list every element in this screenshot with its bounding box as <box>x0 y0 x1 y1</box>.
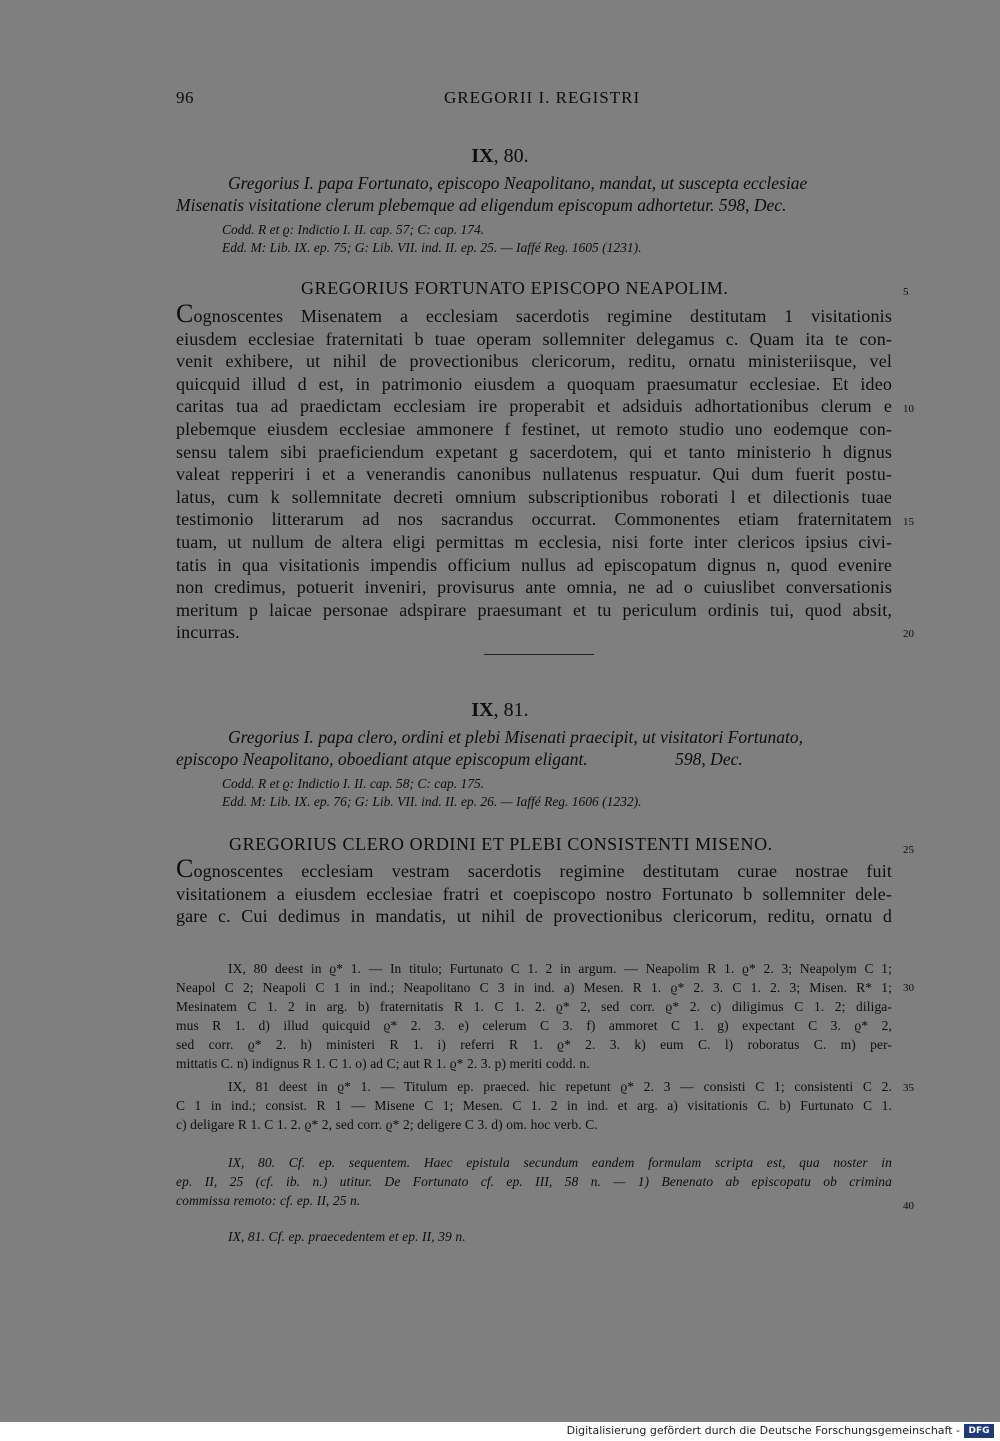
body-line: caritas tua ad praedictam ecclesiam ire properabit et adsiduis adhortationibus clerum e <box>176 396 892 417</box>
body-line: valeat repperiri i et a venerandis canonibus nullatenus respuatur. Qui dum fuerit postu- <box>176 464 892 485</box>
body-line: visitationem a eiusdem ecclesiae fratri et coepiscopo nostro Fortunato b sollemniter dele- <box>176 883 892 904</box>
commentary-line: commissa remoto: cf. ep. II, 25 n. <box>176 1193 361 1208</box>
body-line: incurras. <box>176 622 240 643</box>
body-line: venit exhibere, ut nihil de provectionibus clericorum, reditu, ornatu ministeriisque, vel <box>176 351 892 372</box>
letter-body <box>176 299 892 644</box>
initial-letter: C <box>176 299 194 328</box>
commentary-line: IX, 80. Cf. ep. sequentem. Haec epistula secundum eandem formulam scripta est, qua noster in <box>228 1155 892 1170</box>
body-line: testimonio litterarum ad nos sacrandus occurrat. Commonentes etiam fraternitatem <box>176 509 892 530</box>
margin-line-number: 30 <box>903 982 914 994</box>
apparatus-line: mittatis C. n) indignus R 1. C 1. o) ad C; aut R 1. ϱ* 2. 3. p) meriti codd. n. <box>176 1056 590 1071</box>
commentary-notes <box>176 1227 892 1246</box>
apparatus-line: c) deligare R 1. C 1. 2. ϱ* 2, sed corr. ϱ* 2; deligere C 3. d) om. hoc verb. C. <box>176 1117 598 1132</box>
letter-address: GREGORIUS FORTUNATO EPISCOPO NEAPOLIM. <box>301 278 729 298</box>
editions-line: Edd. M: Lib. IX. ep. 76; G: Lib. VII. ind. II. ep. 26. — Iaffé Reg. 1606 (1232). <box>222 794 642 809</box>
footer-bar <box>0 1422 1000 1441</box>
critical-apparatus <box>176 959 892 1073</box>
body-line: tuam, ut nullum de altera eligi permittas m ecclesia, nisi forte inter clericos ipsius civi- <box>176 531 892 552</box>
codices-line: Codd. R et ϱ: Indictio I. II. cap. 58; C: cap. 175. <box>222 776 485 791</box>
margin-line-number: 20 <box>903 628 914 640</box>
body-line: Cognoscentes ecclesiam vestram sacerdotis regimine destitutam curae nostrae fuit <box>176 854 892 883</box>
apparatus-line: Neapol C 2; Neapoli C 1 in ind.; Neapolitano C 3 in ind. a) Mesen. R 1. ϱ* 2. 3. C 1. 2. 3; Misen. R* 1; <box>176 980 892 995</box>
margin-line-number: 10 <box>903 403 914 415</box>
body-line: Cognoscentes Misenatem a ecclesiam sacerdotis regimine destitutam 1 visitationis <box>176 299 892 328</box>
body-line: latus, cum k sollemnitate decreti omnium subscriptionibus roborati l et dilectionis tuae <box>176 486 892 507</box>
apparatus-line: Mesinatem C 1. 2 in arg. b) fraternitatis R 1. C 1. 2. ϱ* 2, sed corr. ϱ* 2. c) diligimus C 1. 2; diliga- <box>176 999 892 1014</box>
commentary-notes <box>176 1153 892 1210</box>
critical-apparatus <box>176 1077 892 1134</box>
section-divider <box>484 654 594 655</box>
body-line: meritum p laicae personae adspirare praesumant et tu periculum ordinis tui, quod absit, <box>176 599 892 620</box>
letter-summary: Gregorius I. papa Fortunato, episcopo Neapolitano, mandat, ut suscepta ecclesiae Misenatis visitatione clerum plebemque ad eligendum episcopum adhortetur. 598, Dec. <box>176 173 808 215</box>
page-number: 96 <box>176 88 194 107</box>
margin-line-number: 5 <box>903 286 909 298</box>
letter-number: IX, 81. <box>471 699 529 721</box>
body-line: plebemque eiusdem ecclesiae ammonere f festinet, ut remoto studio uno eodemque con- <box>176 418 892 439</box>
margin-line-number: 15 <box>903 516 914 528</box>
apparatus-line: IX, 81 deest in ϱ* 1. — Titulum ep. praeced. hic repetunt ϱ* 2. 3 — consisti C 1; consistenti C 2. <box>228 1079 892 1094</box>
commentary-line: IX, 81. Cf. ep. praecedentem et ep. II, 39 n. <box>228 1229 466 1244</box>
dfg-logo-icon[interactable]: DFG <box>964 1424 994 1438</box>
letter-number: IX, 80. <box>471 145 529 167</box>
margin-line-number: 35 <box>903 1082 914 1094</box>
margin-line-number: 25 <box>903 844 914 856</box>
body-line: non credimus, potuerit inveniri, provisurus ante omnia, ne ad o cuiuslibet conversationis <box>176 577 892 598</box>
commentary-line: ep. II, 25 (cf. ib. n.) utitur. De Fortunato cf. ep. III, 58 n. — 1) Benenato ab episcopatu ob crimina <box>176 1174 892 1189</box>
letter-body <box>176 854 892 928</box>
letter-address: GREGORIUS CLERO ORDINI ET PLEBI CONSISTENTI MISENO. <box>229 834 773 854</box>
body-line: quicquid illud d est, in patrimonio eiusdem a quoquam praesumatur ecclesiae. Et ideo <box>176 373 892 394</box>
body-line: tatis in qua visitationis impendis officium nullus ad episcopatum dignus n, quod evenire <box>176 554 892 575</box>
margin-line-number: 40 <box>903 1200 914 1212</box>
body-line: sensu talem sibi praeficiendum expetant g sacerdotem, qui et tanto ministerio h dignus <box>176 441 892 462</box>
funding-notice: Digitalisierung gefördert durch die Deutsche Forschungsgemeinschaft - <box>566 1424 960 1437</box>
apparatus-line: C 1 in ind.; consist. R 1 — Misene C 1; Mesen. C 1. 2 in ind. et arg. a) visitationis C. b) Furtunato C 1. <box>176 1098 892 1113</box>
editions-line: Edd. M: Lib. IX. ep. 75; G: Lib. VII. ind. II. ep. 25. — Iaffé Reg. 1605 (1231). <box>222 240 642 255</box>
letter-summary: Gregorius I. papa clero, ordini et plebi Misenati praecipit, ut visitatori Fortunato, episcopo Neapolitano, oboediant atque episcopum eligant. 598, Dec. <box>176 727 804 769</box>
apparatus-line: IX, 80 deest in ϱ* 1. — In titulo; Furtunato C 1. 2 in argum. — Neapolim R 1. ϱ* 2. 3; Neapolym C 1; <box>228 961 892 976</box>
apparatus-line: mus R 1. d) illud quicquid ϱ* 2. 3. e) celerum C 3. f) ammoret C 1. g) expectant C 3. ϱ* 2, <box>176 1018 892 1033</box>
apparatus-line: sed corr. ϱ* 2. h) ministeri R 1. i) referri R 1. ϱ* 2. 3. k) eum C. l) roboratus C. m) per- <box>176 1037 892 1052</box>
body-line: gare c. Cui dedimus in mandatis, ut nihil de provectionibus clericorum, reditu, ornatu d <box>176 906 892 927</box>
initial-letter: C <box>176 854 194 883</box>
codices-line: Codd. R et ϱ: Indictio I. II. cap. 57; C: cap. 174. <box>222 222 485 237</box>
body-line: eiusdem ecclesiae fraternitati b tuae operam sollemniter delegamus c. Quam ita te con- <box>176 328 892 349</box>
running-title: GREGORII I. REGISTRI <box>444 88 641 107</box>
